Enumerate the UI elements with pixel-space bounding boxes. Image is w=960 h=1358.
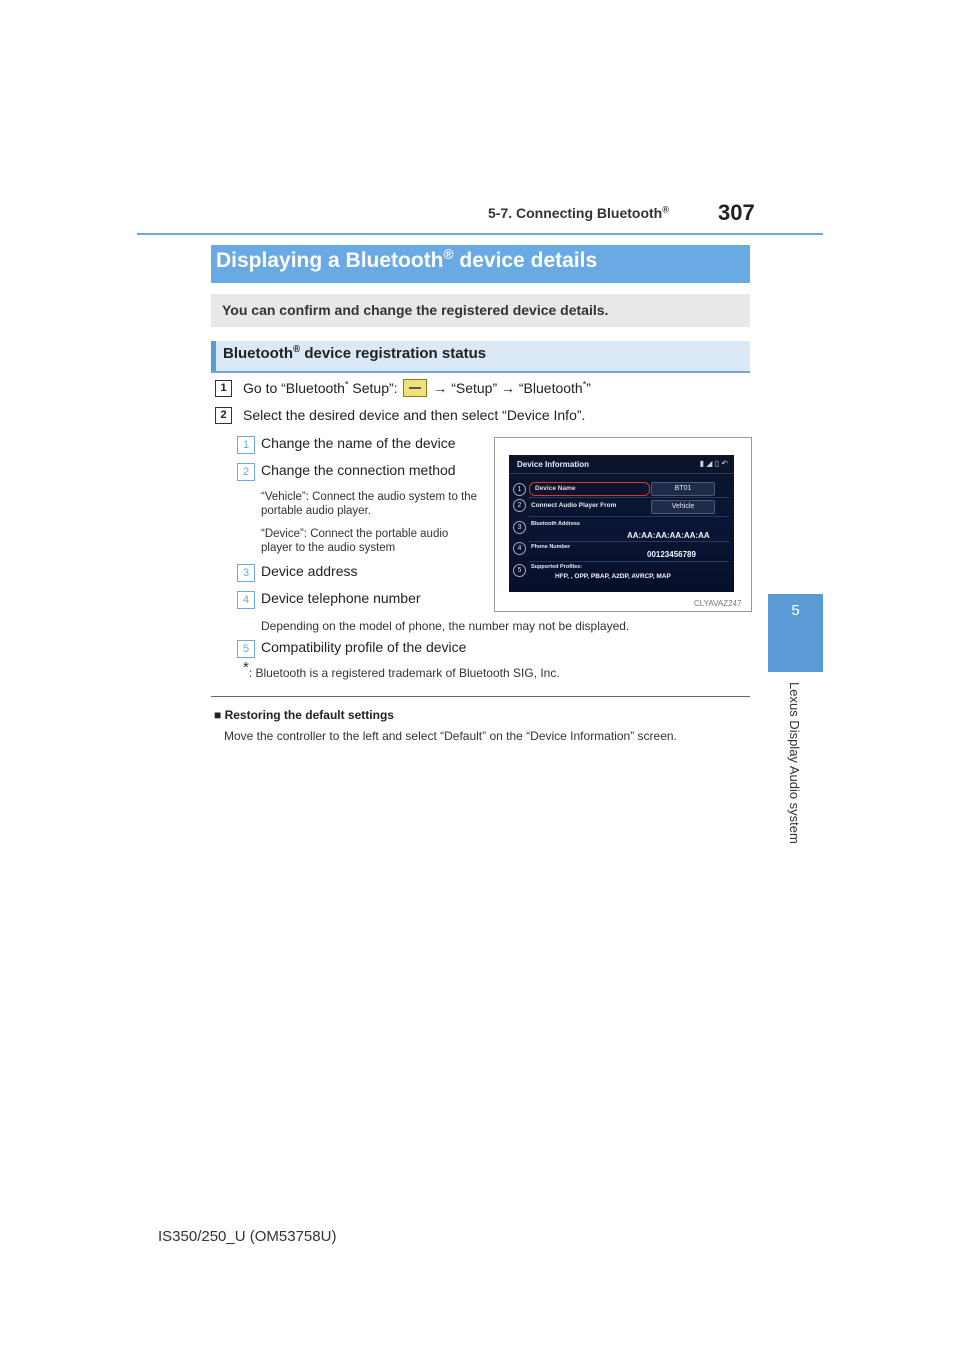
status-icons: ▮ ◢ ▯ ↶: [699, 459, 728, 468]
screen-callout: 1: [513, 483, 526, 496]
step-number: 2: [215, 407, 232, 424]
page-title: Displaying a Bluetooth® device details: [216, 247, 598, 272]
note-phone: Depending on the model of phone, the number may not be displayed.: [261, 619, 630, 633]
screen-divider: [529, 541, 729, 542]
callout-number: 5: [237, 640, 255, 658]
menu-button-icon: [403, 379, 427, 397]
screen-divider: [509, 473, 734, 474]
step-text: Go to “Bluetooth* Setup”: → “Setup” → “Bluetooth*”: [243, 379, 591, 396]
step-number: 1: [215, 380, 232, 397]
screen-divider: [529, 497, 729, 498]
section-header: 5-7. Connecting Bluetooth®: [488, 204, 669, 221]
callout-number: 4: [237, 591, 255, 609]
chapter-tab-number: 5: [791, 602, 800, 619]
intro-text: You can confirm and change the registered device details.: [222, 302, 609, 318]
callout-text: Change the name of the device: [261, 435, 456, 451]
screen-callout: 5: [513, 564, 526, 577]
footer-model: IS350/250_U (OM53758U): [158, 1228, 337, 1245]
subheading: Bluetooth® device registration status: [223, 344, 487, 362]
callout-number: 1: [237, 436, 255, 454]
device-name-value[interactable]: BT01: [651, 482, 715, 496]
bluetooth-address-value: AA:AA:AA:AA:AA:AA: [627, 531, 710, 540]
page-number: 307: [718, 200, 755, 225]
restore-body: Move the controller to the left and select “Default” on the “Device Information” screen.: [224, 729, 677, 743]
figure-code: CLYAVAZ247: [694, 599, 742, 608]
callout-text: Device telephone number: [261, 590, 421, 606]
phone-number-label: Phone Number: [531, 544, 571, 550]
screen-callout: 2: [513, 499, 526, 512]
restore-heading: ■ Restoring the default settings: [214, 708, 394, 722]
chapter-tab-label: Lexus Display Audio system: [787, 682, 802, 844]
step-text: Select the desired device and then select “Device Info”.: [243, 407, 586, 423]
connect-audio-label[interactable]: Connect Audio Player From: [531, 502, 617, 509]
note-vehicle: “Vehicle”: Connect the audio system to the portable audio player.: [261, 491, 478, 517]
supported-profiles-value: HFP, , OPP, PBAP, A2DP, AVRCP, MAP: [555, 573, 671, 580]
screen-callout: 3: [513, 521, 526, 534]
screen-divider: [529, 561, 729, 562]
screen-callout: 4: [513, 542, 526, 555]
phone-number-value: 00123456789: [647, 550, 696, 559]
callout-text: Compatibility profile of the device: [261, 639, 467, 655]
screen-title: Device Information: [517, 460, 590, 469]
device-name-label[interactable]: Device Name: [535, 485, 576, 492]
footnote: *: Bluetooth is a registered trademark of Bluetooth SIG, Inc.: [243, 659, 560, 680]
device-information-screen: [509, 455, 734, 592]
callout-text: Device address: [261, 563, 358, 579]
subheading-accent: [211, 341, 216, 371]
callout-number: 2: [237, 463, 255, 481]
header-rule: [137, 233, 823, 235]
bluetooth-address-label: Bluetooth Address: [531, 521, 580, 527]
section-rule: [211, 696, 750, 697]
callout-number: 3: [237, 564, 255, 582]
note-device: “Device”: Connect the portable audio player to the audio system: [261, 528, 449, 554]
callout-text: Change the connection method: [261, 462, 456, 478]
screen-divider: [529, 516, 729, 517]
supported-profiles-label: Supported Profiles:: [531, 564, 583, 570]
connect-audio-value[interactable]: Vehicle: [651, 500, 715, 514]
